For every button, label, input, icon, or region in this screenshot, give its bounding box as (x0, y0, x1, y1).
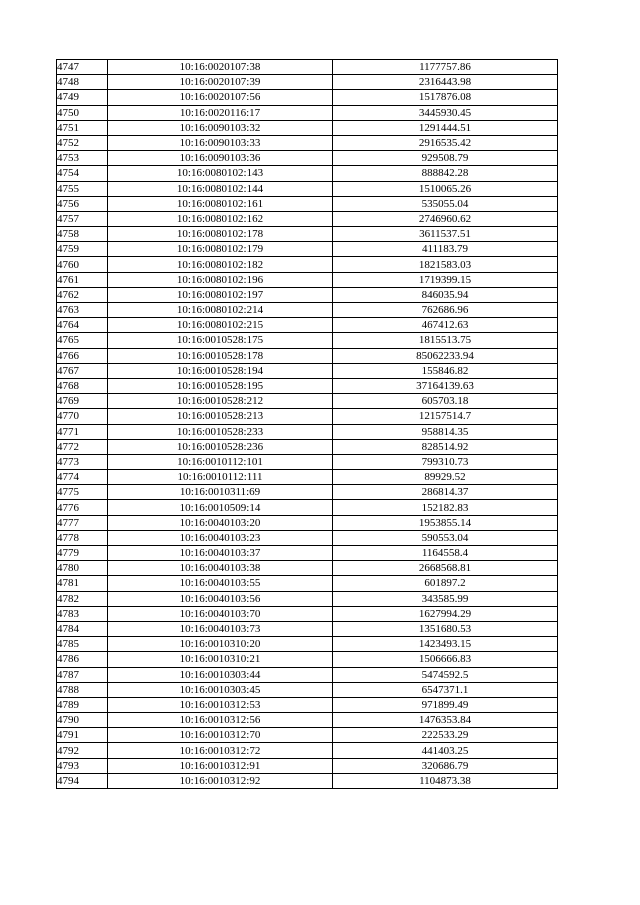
table-row (57, 378, 558, 393)
cadastral-number-cell: 10:16:0010312:91 (108, 758, 333, 773)
table-row (57, 546, 558, 561)
table-row (57, 697, 558, 712)
cadastral-number-cell: 10:16:0040103:38 (108, 561, 333, 576)
row-number-cell: 4773 (57, 454, 108, 469)
cadastral-number-cell: 10:16:0080102:214 (108, 303, 333, 318)
cadastral-number-cell: 10:16:0010310:20 (108, 637, 333, 652)
table-row (57, 728, 558, 743)
value-cell: 1476353.84 (333, 713, 558, 728)
row-number-cell: 4792 (57, 743, 108, 758)
row-number-cell: 4751 (57, 120, 108, 135)
row-number-cell: 4781 (57, 576, 108, 591)
value-cell: 37164139.63 (333, 378, 558, 393)
row-number-cell: 4747 (57, 60, 108, 75)
value-cell: 222533.29 (333, 728, 558, 743)
row-number-cell: 4748 (57, 75, 108, 90)
table-row (57, 75, 558, 90)
row-number-cell: 4794 (57, 773, 108, 788)
cadastral-number-cell: 10:16:0040103:55 (108, 576, 333, 591)
cadastral-number-cell: 10:16:0080102:182 (108, 257, 333, 272)
value-cell: 441403.25 (333, 743, 558, 758)
cadastral-number-cell: 10:16:0040103:56 (108, 591, 333, 606)
cadastral-number-cell: 10:16:0020107:56 (108, 90, 333, 105)
table-row (57, 287, 558, 302)
cadastral-number-cell: 10:16:0080102:162 (108, 211, 333, 226)
value-cell: 6547371.1 (333, 682, 558, 697)
value-cell: 467412.63 (333, 318, 558, 333)
table-row (57, 166, 558, 181)
row-number-cell: 4789 (57, 697, 108, 712)
row-number-cell: 4775 (57, 485, 108, 500)
table-row (57, 530, 558, 545)
cadastral-number-cell: 10:16:0090103:33 (108, 135, 333, 150)
cadastral-number-cell: 10:16:0090103:32 (108, 120, 333, 135)
value-cell: 12157514.7 (333, 409, 558, 424)
cadastral-number-cell: 10:16:0010509:14 (108, 500, 333, 515)
row-number-cell: 4761 (57, 272, 108, 287)
value-cell: 971899.49 (333, 697, 558, 712)
cadastral-number-cell: 10:16:0080102:143 (108, 166, 333, 181)
row-number-cell: 4786 (57, 652, 108, 667)
cadastral-number-cell: 10:16:0040103:73 (108, 621, 333, 636)
row-number-cell: 4780 (57, 561, 108, 576)
row-number-cell: 4779 (57, 546, 108, 561)
table-row (57, 758, 558, 773)
table-row (57, 120, 558, 135)
value-cell: 846035.94 (333, 287, 558, 302)
table-row (57, 181, 558, 196)
value-cell: 1423493.15 (333, 637, 558, 652)
row-number-cell: 4774 (57, 470, 108, 485)
cadastral-number-cell: 10:16:0010528:195 (108, 378, 333, 393)
table-row (57, 196, 558, 211)
value-cell: 1164558.4 (333, 546, 558, 561)
table-row (57, 151, 558, 166)
cadastral-number-cell: 10:16:0020116:17 (108, 105, 333, 120)
cadastral-number-cell: 10:16:0020107:39 (108, 75, 333, 90)
value-cell: 888842.28 (333, 166, 558, 181)
cadastral-number-cell: 10:16:0010528:178 (108, 348, 333, 363)
row-number-cell: 4763 (57, 303, 108, 318)
value-cell: 1291444.51 (333, 120, 558, 135)
cadastral-number-cell: 10:16:0010112:111 (108, 470, 333, 485)
table-row (57, 348, 558, 363)
table-row (57, 439, 558, 454)
table-row (57, 318, 558, 333)
table-row (57, 515, 558, 530)
cadastral-number-cell: 10:16:0040103:37 (108, 546, 333, 561)
cadastral-value-table (56, 59, 558, 789)
row-number-cell: 4776 (57, 500, 108, 515)
value-cell: 1510065.26 (333, 181, 558, 196)
table-row (57, 135, 558, 150)
value-cell: 2916535.42 (333, 135, 558, 150)
value-cell: 89929.52 (333, 470, 558, 485)
value-cell: 605703.18 (333, 394, 558, 409)
table-row (57, 576, 558, 591)
table-row (57, 606, 558, 621)
row-number-cell: 4777 (57, 515, 108, 530)
table-row (57, 682, 558, 697)
value-cell: 152182.83 (333, 500, 558, 515)
table-row (57, 211, 558, 226)
row-number-cell: 4785 (57, 637, 108, 652)
value-cell: 590553.04 (333, 530, 558, 545)
cadastral-number-cell: 10:16:0080102:196 (108, 272, 333, 287)
row-number-cell: 4754 (57, 166, 108, 181)
table-row (57, 773, 558, 788)
value-cell: 3611537.51 (333, 227, 558, 242)
value-cell: 2668568.81 (333, 561, 558, 576)
row-number-cell: 4790 (57, 713, 108, 728)
value-cell: 2746960.62 (333, 211, 558, 226)
table-row (57, 485, 558, 500)
value-cell: 343585.99 (333, 591, 558, 606)
table-row (57, 60, 558, 75)
value-cell: 929508.79 (333, 151, 558, 166)
row-number-cell: 4772 (57, 439, 108, 454)
row-number-cell: 4782 (57, 591, 108, 606)
value-cell: 155846.82 (333, 363, 558, 378)
cadastral-number-cell: 10:16:0090103:36 (108, 151, 333, 166)
cadastral-number-cell: 10:16:0010528:213 (108, 409, 333, 424)
row-number-cell: 4791 (57, 728, 108, 743)
row-number-cell: 4760 (57, 257, 108, 272)
value-cell: 1953855.14 (333, 515, 558, 530)
table-row (57, 591, 558, 606)
row-number-cell: 4764 (57, 318, 108, 333)
row-number-cell: 4778 (57, 530, 108, 545)
row-number-cell: 4759 (57, 242, 108, 257)
row-number-cell: 4793 (57, 758, 108, 773)
value-cell: 799310.73 (333, 454, 558, 469)
row-number-cell: 4768 (57, 378, 108, 393)
cadastral-number-cell: 10:16:0010528:194 (108, 363, 333, 378)
row-number-cell: 4767 (57, 363, 108, 378)
table-row (57, 394, 558, 409)
value-cell: 535055.04 (333, 196, 558, 211)
row-number-cell: 4783 (57, 606, 108, 621)
cadastral-number-cell: 10:16:0020107:38 (108, 60, 333, 75)
cadastral-number-cell: 10:16:0040103:23 (108, 530, 333, 545)
value-cell: 1815513.75 (333, 333, 558, 348)
table-row (57, 652, 558, 667)
value-cell: 85062233.94 (333, 348, 558, 363)
value-cell: 2316443.98 (333, 75, 558, 90)
cadastral-number-cell: 10:16:0080102:197 (108, 287, 333, 302)
value-cell: 762686.96 (333, 303, 558, 318)
table-row (57, 561, 558, 576)
cadastral-number-cell: 10:16:0080102:178 (108, 227, 333, 242)
value-cell: 1821583.03 (333, 257, 558, 272)
cadastral-number-cell: 10:16:0080102:215 (108, 318, 333, 333)
table-row (57, 667, 558, 682)
table-row (57, 470, 558, 485)
cadastral-number-cell: 10:16:0040103:20 (108, 515, 333, 530)
value-cell: 958814.35 (333, 424, 558, 439)
table-row (57, 500, 558, 515)
row-number-cell: 4765 (57, 333, 108, 348)
table-row (57, 303, 558, 318)
table-row (57, 257, 558, 272)
table-row (57, 363, 558, 378)
value-cell: 3445930.45 (333, 105, 558, 120)
row-number-cell: 4769 (57, 394, 108, 409)
table-body (57, 60, 558, 789)
table-row (57, 333, 558, 348)
value-cell: 1506666.83 (333, 652, 558, 667)
value-cell: 1104873.38 (333, 773, 558, 788)
table-row (57, 621, 558, 636)
cadastral-number-cell: 10:16:0010312:53 (108, 697, 333, 712)
cadastral-number-cell: 10:16:0010303:44 (108, 667, 333, 682)
table-row (57, 227, 558, 242)
table-row (57, 637, 558, 652)
row-number-cell: 4755 (57, 181, 108, 196)
cadastral-number-cell: 10:16:0080102:144 (108, 181, 333, 196)
value-cell: 1719399.15 (333, 272, 558, 287)
row-number-cell: 4749 (57, 90, 108, 105)
table-row (57, 90, 558, 105)
row-number-cell: 4762 (57, 287, 108, 302)
value-cell: 5474592.5 (333, 667, 558, 682)
value-cell: 1177757.86 (333, 60, 558, 75)
table-row (57, 713, 558, 728)
table-row (57, 105, 558, 120)
row-number-cell: 4787 (57, 667, 108, 682)
value-cell: 320686.79 (333, 758, 558, 773)
row-number-cell: 4756 (57, 196, 108, 211)
value-cell: 1517876.08 (333, 90, 558, 105)
cadastral-number-cell: 10:16:0010112:101 (108, 454, 333, 469)
cadastral-number-cell: 10:16:0010528:233 (108, 424, 333, 439)
row-number-cell: 4758 (57, 227, 108, 242)
cadastral-number-cell: 10:16:0010312:72 (108, 743, 333, 758)
row-number-cell: 4752 (57, 135, 108, 150)
cadastral-number-cell: 10:16:0010312:70 (108, 728, 333, 743)
value-cell: 1627994.29 (333, 606, 558, 621)
cadastral-number-cell: 10:16:0010528:236 (108, 439, 333, 454)
table-row (57, 424, 558, 439)
value-cell: 601897.2 (333, 576, 558, 591)
table-row (57, 242, 558, 257)
row-number-cell: 4750 (57, 105, 108, 120)
value-cell: 286814.37 (333, 485, 558, 500)
row-number-cell: 4771 (57, 424, 108, 439)
table-row (57, 454, 558, 469)
cadastral-number-cell: 10:16:0010312:56 (108, 713, 333, 728)
cadastral-number-cell: 10:16:0010528:212 (108, 394, 333, 409)
cadastral-number-cell: 10:16:0010310:21 (108, 652, 333, 667)
row-number-cell: 4753 (57, 151, 108, 166)
row-number-cell: 4788 (57, 682, 108, 697)
cadastral-number-cell: 10:16:0040103:70 (108, 606, 333, 621)
table-row (57, 409, 558, 424)
row-number-cell: 4784 (57, 621, 108, 636)
table-row (57, 743, 558, 758)
table-row (57, 272, 558, 287)
cadastral-number-cell: 10:16:0010312:92 (108, 773, 333, 788)
cadastral-number-cell: 10:16:0080102:161 (108, 196, 333, 211)
row-number-cell: 4766 (57, 348, 108, 363)
cadastral-number-cell: 10:16:0010311:69 (108, 485, 333, 500)
row-number-cell: 4757 (57, 211, 108, 226)
value-cell: 828514.92 (333, 439, 558, 454)
cadastral-number-cell: 10:16:0010303:45 (108, 682, 333, 697)
value-cell: 1351680.53 (333, 621, 558, 636)
row-number-cell: 4770 (57, 409, 108, 424)
value-cell: 411183.79 (333, 242, 558, 257)
cadastral-number-cell: 10:16:0080102:179 (108, 242, 333, 257)
cadastral-number-cell: 10:16:0010528:175 (108, 333, 333, 348)
